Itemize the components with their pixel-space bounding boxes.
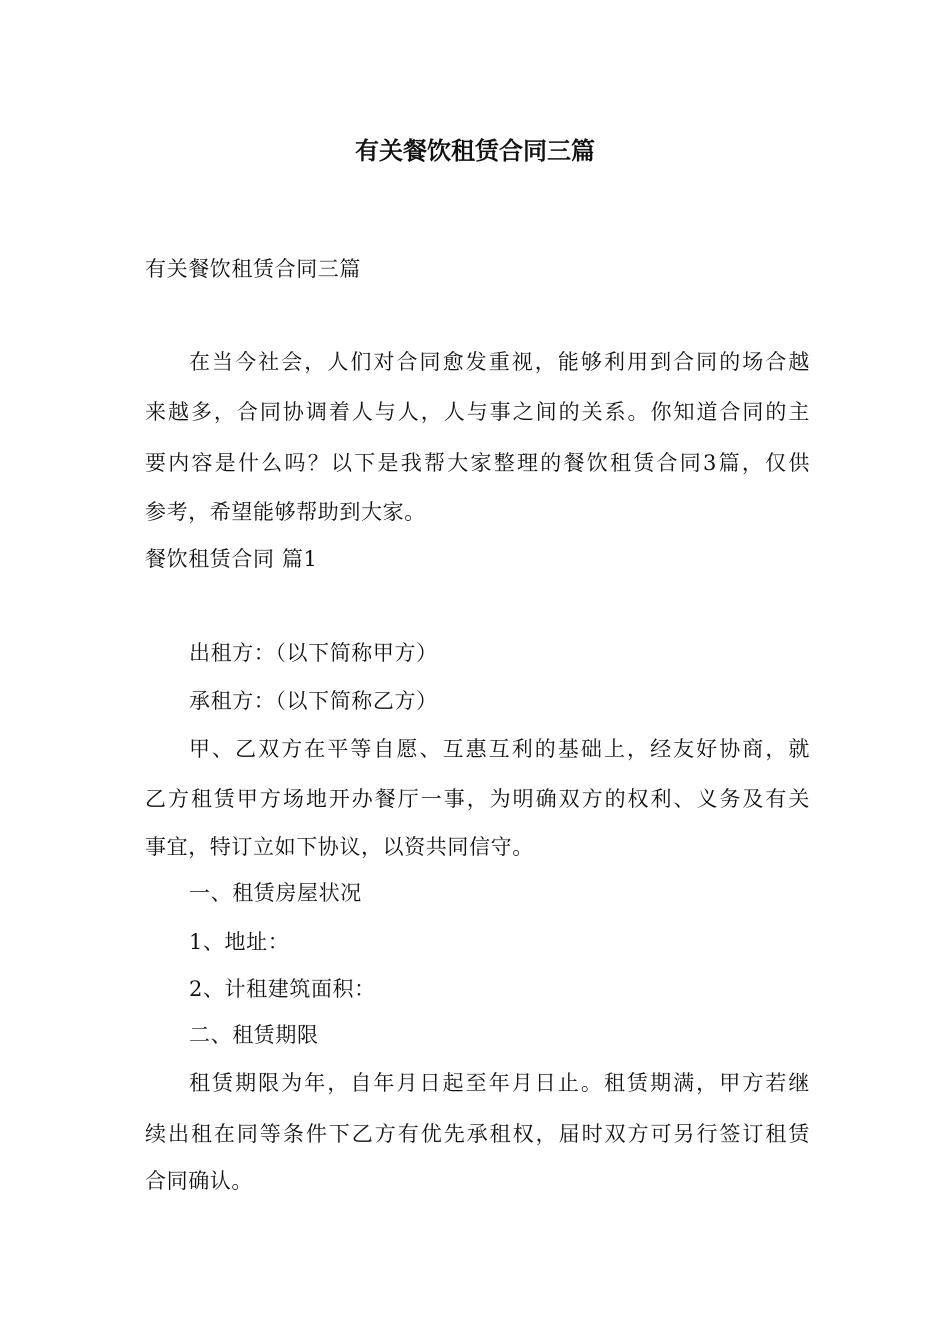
- lessor-line: 出租方：（以下简称甲方）: [189, 641, 438, 665]
- preamble-line-2: 乙方租赁甲方场地开办餐厅一事，为明确双方的权利、义务及有关: [145, 787, 810, 811]
- section-heading: 餐饮租赁合同 篇1: [145, 547, 318, 571]
- clause-1-item-1: 1、地址：: [189, 930, 290, 954]
- intro-line-4: 参考，希望能够帮助到大家。: [145, 500, 426, 524]
- preamble-line-1: 甲、乙双方在平等自愿、互惠互利的基础上，经友好协商，就: [189, 737, 810, 761]
- document-title: 有关餐饮租赁合同三篇: [355, 137, 595, 165]
- clause-1-item-2: 2、计租建筑面积：: [189, 977, 376, 1001]
- clause-2-line-2: 续出租在同等条件下乙方有优先承租权，届时双方可另行签订租赁: [145, 1122, 810, 1146]
- intro-line-1: 在当今社会，人们对合同愈发重视，能够利用到合同的场合越: [189, 350, 810, 374]
- lessee-line: 承租方：（以下简称乙方）: [189, 689, 438, 713]
- document-subtitle: 有关餐饮租赁合同三篇: [145, 257, 361, 281]
- intro-line-2: 来越多，合同协调着人与人，人与事之间的关系。你知道合同的主: [145, 400, 810, 424]
- intro-line-3: 要内容是什么吗？以下是我帮大家整理的餐饮租赁合同3篇，仅供: [145, 451, 810, 475]
- clause-2-line-1: 租赁期限为年，自年月日起至年月日止。租赁期满，甲方若继: [189, 1071, 810, 1095]
- clause-2-line-3: 合同确认。: [145, 1169, 253, 1193]
- clause-2-heading: 二、租赁期限: [189, 1023, 319, 1047]
- clause-1-heading: 一、租赁房屋状况: [189, 881, 362, 905]
- preamble-line-3: 事宜，特订立如下协议，以资共同信守。: [145, 835, 534, 859]
